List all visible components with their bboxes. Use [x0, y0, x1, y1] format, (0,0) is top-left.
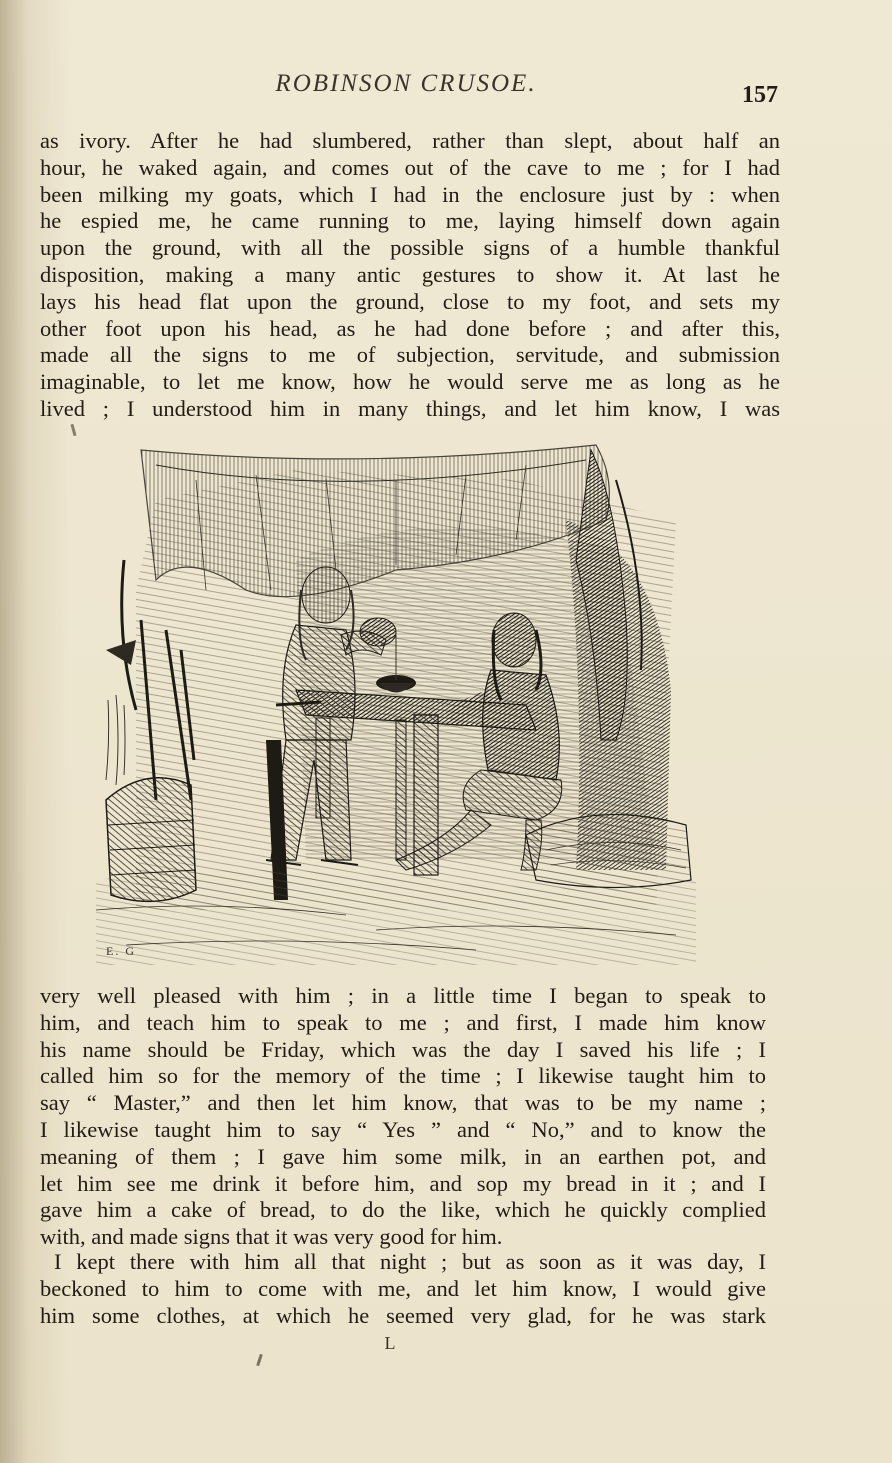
text-line: with, and made signs that it was very good for him.: [40, 1224, 503, 1250]
text-line: meaning of them ; I gave him some milk, in an earthen pot, and: [40, 1143, 766, 1169]
text-line: upon the ground, with all the possible signs of a humble thankful: [40, 235, 780, 261]
running-head: ROBINSON CRUSOE.: [275, 70, 537, 97]
text-line: I kept there with him all that night ; but as soon as it was day, I: [54, 1249, 766, 1274]
bedding-sack: [526, 815, 691, 888]
engraving-illustration: [96, 440, 696, 965]
ink-speck: [256, 1354, 263, 1366]
engraving-svg: [96, 440, 696, 965]
text-line: say “ Master,” and then let him know, that was to be my name ;: [40, 1090, 766, 1116]
text-line: beckoned to him to come with me, and let him know, I would give: [40, 1275, 766, 1301]
text-line: made all the signs to me of subjection, servitude, and submission: [40, 342, 780, 368]
text-line: hour, he waked again, and comes out of the cave to me ; for I had: [40, 154, 780, 180]
text-line: his name should be Friday, which was the day I saved his life ; I: [40, 1036, 766, 1062]
text-line: him, and teach him to speak to me ; and first, I made him know: [40, 1009, 766, 1035]
text-line: I likewise taught him to say “ Yes ” and “ No,” and to know the: [40, 1116, 766, 1142]
text-line: gave him a cake of bread, to do the like, which he quickly complied: [40, 1197, 766, 1223]
text-line: been milking my goats, which I had in the enclosure just by : when: [40, 181, 780, 207]
paragraph-2: [40, 983, 766, 1251]
signature-letter: L: [384, 1333, 396, 1353]
text-line: him some clothes, at which he seemed very glad, for he was stark: [40, 1302, 766, 1328]
paragraph-3: [40, 1249, 766, 1329]
text-line: lived ; I understood him in many things, and let him know, I was: [40, 395, 780, 421]
text-line: disposition, making a many antic gestures to show it. At last he: [40, 261, 780, 287]
text-line: as ivory. After he had slumbered, rather than slept, about half an: [40, 128, 780, 153]
page-number: 157: [742, 82, 778, 108]
ink-speck: [70, 424, 76, 436]
text-line: very well pleased with him ; in a little time I began to speak to: [40, 983, 766, 1008]
text-line: imaginable, to let me know, how he would serve me as long as he: [40, 369, 780, 395]
text-line: called him so for the memory of the time ; I likewise taught him to: [40, 1063, 766, 1089]
text-line: lays his head flat upon the ground, close to my foot, and sets my: [40, 288, 780, 314]
text-line: other foot upon his head, as he had done before ; and after this,: [40, 315, 780, 341]
engraver-mark: E. G: [106, 944, 136, 958]
text-line: he espied me, he came running to me, laying himself down again: [40, 208, 780, 234]
paragraph-1: [40, 128, 780, 423]
text-line: let him see me drink it before him, and sop my bread in it ; and I: [40, 1170, 766, 1196]
